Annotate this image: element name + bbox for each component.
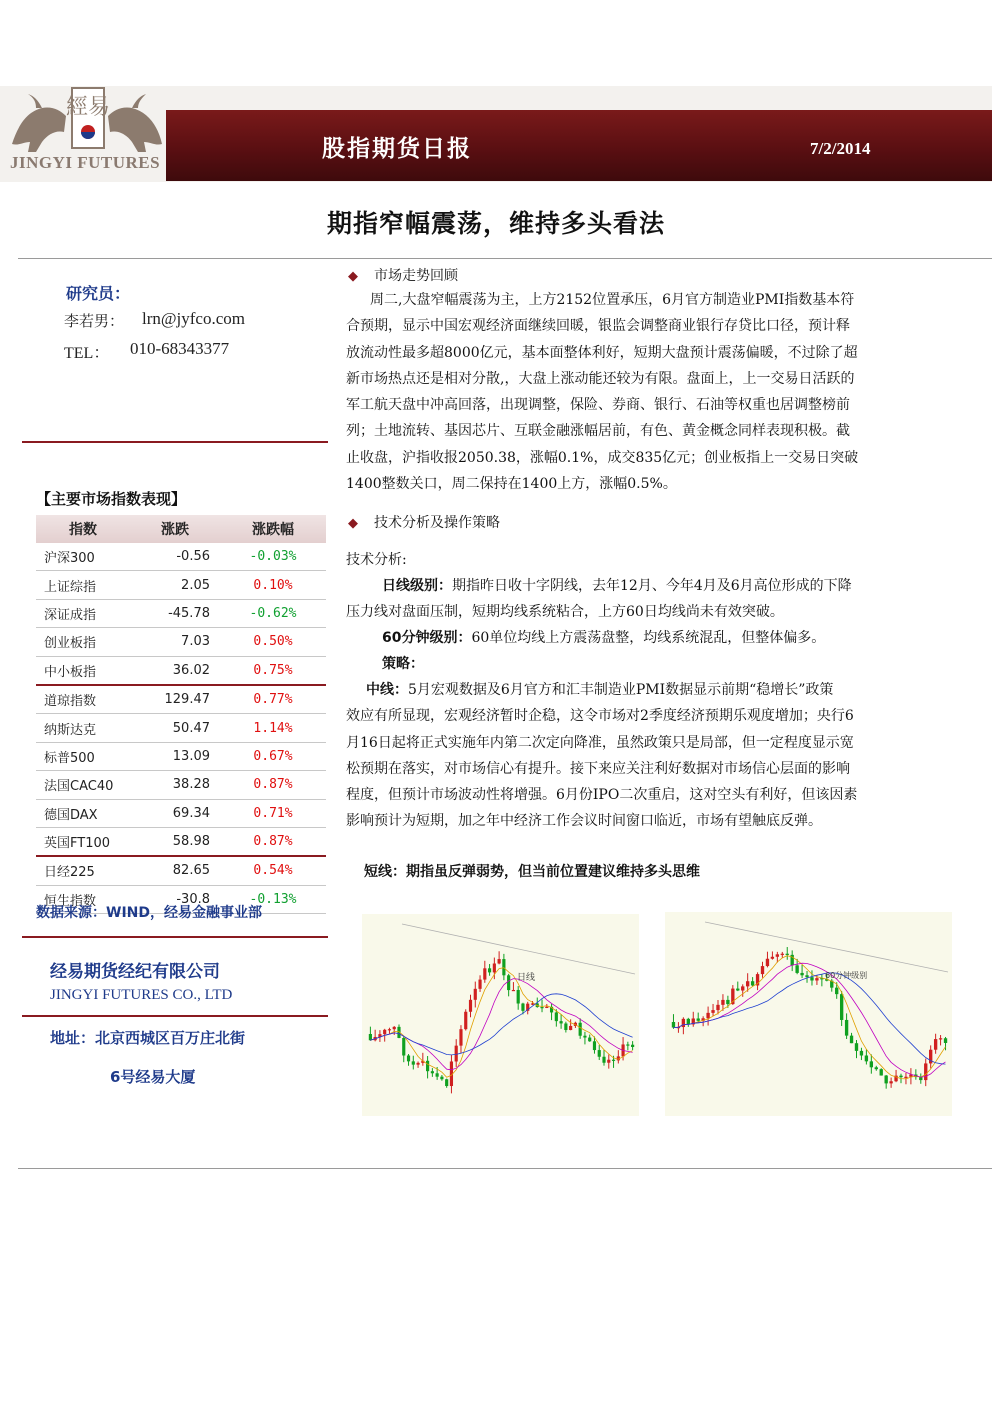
min60-analysis: [382, 625, 825, 651]
index-change: 2.05: [181, 577, 210, 593]
arrow-bullet-icon: ◆: [348, 269, 358, 284]
candle-body: [445, 1079, 448, 1086]
candle-body: [455, 1046, 458, 1062]
section-market-review: [348, 265, 458, 285]
candle-body: [865, 1056, 868, 1062]
candle-body: [612, 1060, 615, 1061]
candle-body: [402, 1038, 405, 1056]
review-line: 军工航天盘中冲高回落，出现调整，保险、券商、银行、石油等权重也居调整榜前: [346, 397, 850, 414]
review-line: 放流动性最多超8000亿元，基本面整体利好，短期大盘预计震荡偏暖，不过除了超: [346, 344, 858, 361]
review-line: 列；土地流转、基因芯片、互联金融涨幅居前，有色、黄金概念同样表现积极。截: [346, 423, 850, 440]
candle-body: [805, 975, 808, 977]
table-row: [36, 685, 326, 714]
candle-body: [726, 1000, 729, 1004]
footer-divider: [18, 1168, 992, 1169]
daily-line-1: 期指昨日收十字阴线，去年12月、今年4月及6月高位形成的下降: [452, 578, 852, 594]
index-name: 上证综指: [44, 579, 97, 595]
candle-body: [583, 1036, 586, 1038]
candle-body: [469, 1000, 472, 1012]
researcher-name: 李若男：: [64, 312, 125, 330]
logo-wordmark: JINGYI FUTURES: [10, 153, 161, 172]
index-change: 38.28: [172, 777, 210, 793]
candle-body: [766, 959, 769, 966]
table-row: [36, 571, 326, 599]
review-line: 新市场热点还是相对分散,，大盘上涨动能还较为有限。盘面上，上一交易日活跃的: [346, 370, 855, 387]
candle-body: [716, 1005, 719, 1010]
candle-body: [697, 1018, 700, 1020]
index-change: 58.98: [172, 834, 210, 850]
index-change-pct: 0.87%: [253, 834, 293, 850]
table-row: [36, 656, 326, 685]
moving-average-line: [674, 973, 946, 1064]
candle-body: [880, 1069, 883, 1075]
candle-body: [498, 959, 501, 963]
index-change: 82.65: [172, 863, 210, 879]
tech-intro: 技术分析:: [346, 552, 407, 568]
mid-label: 中线：: [366, 682, 408, 698]
review-line: 止收盘，沪指收报2050.38，涨幅0.1%，成交835亿元；创业板指上一交易日突破: [346, 449, 859, 466]
tel-number: 010-68343377: [130, 339, 230, 358]
table-row: [36, 714, 326, 742]
mid-line-1: 5月宏观数据及6月官方和汇丰制造业PMI数据显示前期“稳增长”政策: [408, 682, 834, 698]
index-change-pct: 1.14%: [253, 720, 293, 736]
min60-label: 60分钟级别：: [382, 630, 472, 646]
candle-body: [593, 1041, 596, 1050]
report-title: 股指期货日报: [322, 136, 472, 162]
candle-body: [934, 1039, 937, 1050]
candle-body: [751, 981, 754, 985]
index-change: 7.03: [181, 634, 210, 650]
candle-body: [944, 1038, 947, 1043]
candle-body: [436, 1073, 439, 1076]
candle-body: [464, 1012, 467, 1029]
candle-body: [426, 1061, 429, 1071]
candle-body: [899, 1076, 902, 1077]
researcher-label: 研究员：: [66, 284, 131, 303]
candle-body: [845, 1020, 848, 1036]
arrow-bullet-icon: ◆: [348, 516, 358, 531]
index-change: -45.78: [168, 605, 210, 621]
index-change: 69.34: [172, 805, 210, 821]
daily-kline-chart: [362, 914, 639, 1116]
table-row: [36, 827, 326, 856]
mid-line: 程度，但预计市场波动性将增强。6月份IPO二次重启，这对空头有利好，但该因素: [346, 787, 858, 804]
index-change-pct: 0.10%: [253, 577, 293, 593]
candle-body: [531, 1003, 534, 1004]
candle-body: [800, 973, 803, 975]
candle-body: [870, 1061, 873, 1067]
candle-body: [682, 1019, 685, 1027]
candle-body: [706, 1013, 709, 1018]
index-name: 标普500: [44, 750, 95, 766]
moving-average-line: [674, 956, 946, 1079]
index-change: 50.47: [172, 720, 210, 736]
candle-body: [588, 1038, 591, 1042]
index-change: -0.56: [176, 549, 210, 565]
header-change: 涨跌: [130, 515, 220, 543]
index-name: 纳斯达克: [44, 722, 97, 738]
index-change-pct: 0.50%: [253, 634, 293, 650]
mid-term-lines: [346, 703, 980, 834]
index-table: [36, 515, 326, 914]
candle-body: [924, 1063, 927, 1080]
candle-body: [875, 1067, 878, 1069]
chart-label-daily: 日线: [517, 973, 536, 983]
candle-body: [855, 1043, 858, 1051]
candle-body: [369, 1034, 372, 1040]
short-term-strategy: 短线：期指虽反弹弱势，但当前位置建议维持多头思维: [364, 864, 700, 880]
index-change-pct: -0.03%: [249, 549, 297, 565]
mid-line: 效应有所显现，宏观经济暂时企稳，这令市场对2季度经济预期乐观度增加；央行6: [346, 708, 854, 725]
candle-body: [840, 994, 843, 1020]
candle-body: [545, 1007, 548, 1008]
candle-body: [488, 968, 491, 972]
chart-label-60min: 60分钟级别: [825, 971, 868, 980]
candle-body: [711, 1010, 714, 1013]
candle-body: [521, 1004, 524, 1011]
index-change-pct: -0.13%: [249, 891, 297, 907]
candle-body: [771, 957, 774, 959]
table-header-row: [36, 515, 326, 543]
candle-body: [810, 977, 813, 980]
table-row: [36, 856, 326, 885]
mid-term-strategy: [346, 677, 980, 835]
candle-body: [835, 988, 838, 994]
candle-body: [884, 1076, 887, 1084]
candle-body: [569, 1026, 572, 1030]
index-change-pct: 0.75%: [253, 662, 293, 678]
candle-body: [502, 959, 505, 975]
min60-kline-chart: [665, 912, 952, 1116]
index-change-pct: 0.67%: [253, 748, 293, 764]
candle-body: [407, 1056, 410, 1062]
researcher-email[interactable]: lrn@jyfco.com: [142, 309, 245, 328]
mid-line: 月16日起将正式实施年内第二次定向降准，虽然政策只是局部，但一定程度显示宽: [346, 734, 854, 751]
candle-body: [493, 963, 496, 972]
candle-body: [555, 1012, 558, 1021]
index-name: 道琼指数: [44, 694, 97, 710]
candle-body: [478, 980, 481, 989]
researcher-divider: [22, 441, 328, 443]
candle-body: [507, 975, 510, 990]
mid-line: 影响预计为短期，加之年中经济工作会议时间窗口临近，市场有望触底反弹。: [346, 813, 822, 830]
section-technical: [348, 512, 500, 532]
review-line: 合预期，显示中国宏观经济面继续回暖，银监会调整商业银行存贷比口径，预计释: [346, 318, 850, 335]
candle-body: [388, 1029, 391, 1030]
candle-body: [564, 1023, 567, 1030]
candle-body: [781, 954, 784, 955]
candle-body: [939, 1038, 942, 1039]
index-name: 创业板指: [44, 636, 97, 652]
candle-body: [416, 1063, 419, 1065]
source-divider: [22, 936, 328, 938]
company-name-cn: 经易期货经纪有限公司: [50, 962, 220, 982]
candle-body: [602, 1057, 605, 1063]
candle-body: [721, 1000, 724, 1005]
candle-body: [512, 990, 515, 991]
candle-body: [860, 1051, 863, 1056]
candle-body: [672, 1022, 675, 1028]
candle-body: [393, 1027, 396, 1029]
candle-body: [459, 1029, 462, 1045]
candle-body: [761, 966, 764, 974]
candle-body: [687, 1019, 690, 1025]
table-row: [36, 771, 326, 799]
candle-body: [440, 1077, 443, 1080]
report-date: 7/2/2014: [810, 139, 871, 158]
index-table-title: 【主要市场指数表现】: [36, 490, 187, 508]
daily-line-2: 压力线对盘面压制，短期均线系统粘合，上方60日均线尚未有效突破。: [346, 604, 784, 621]
index-name: 日经225: [44, 865, 95, 881]
index-change-pct: 0.77%: [253, 692, 293, 708]
header-index: 指数: [36, 515, 130, 543]
address-line-1: 地址：北京西城区百万庄北街: [50, 1029, 246, 1047]
header-change-pct: 涨跌幅: [220, 515, 326, 543]
candle-body: [746, 981, 749, 986]
index-change: 129.47: [164, 692, 210, 708]
company-name-en: JINGYI FUTURES CO., LTD: [50, 987, 233, 1003]
index-change: 36.02: [172, 662, 210, 678]
candle-body: [483, 968, 486, 979]
candle-body: [474, 989, 477, 1000]
candle-body: [598, 1050, 601, 1057]
index-name: 中小板指: [44, 664, 97, 680]
index-name: 沪深300: [44, 551, 95, 567]
index-change-pct: -0.62%: [249, 605, 297, 621]
tel-label: TEL：: [64, 345, 110, 362]
index-name: 恒生指数: [44, 893, 97, 909]
candle-body: [795, 965, 798, 973]
index-change-pct: 0.54%: [253, 863, 293, 879]
candle-body: [431, 1071, 434, 1073]
mid-line: 松预期在落实，对市场信心有提升。接下来应关注利好数据对市场信心层面的影响: [346, 760, 850, 777]
candle-body: [815, 978, 818, 980]
data-source: 数据来源：WIND，经易金融事业部: [36, 905, 262, 921]
company-divider: [22, 1015, 328, 1017]
table-row: [36, 599, 326, 627]
candle-body: [919, 1077, 922, 1080]
trend-line: [705, 922, 948, 972]
index-change: -30.8: [176, 891, 210, 907]
header-divider: [18, 258, 992, 259]
candle-body: [607, 1060, 610, 1063]
min60-kline-svg: [665, 912, 952, 1116]
daily-analysis: [346, 573, 980, 626]
section-title: 市场走势回顾: [374, 268, 458, 284]
trend-line: [402, 924, 635, 974]
candle-body: [850, 1036, 853, 1044]
index-name: 德国DAX: [44, 807, 98, 823]
candle-body: [741, 986, 744, 990]
candle-body: [517, 990, 520, 1004]
index-change: 13.09: [172, 748, 210, 764]
section-title: 技术分析及操作策略: [374, 515, 500, 531]
review-line: 周二,大盘窄幅震荡为主，上方2152位置承压，6月官方制造业PMI指数基本符: [370, 292, 855, 308]
candle-body: [631, 1045, 634, 1047]
candle-body: [889, 1081, 892, 1083]
index-change-pct: 0.71%: [253, 805, 293, 821]
daily-label: 日线级别：: [382, 578, 452, 594]
index-name: 英国FT100: [44, 836, 111, 852]
candle-body: [412, 1061, 415, 1064]
index-change-pct: 0.87%: [253, 777, 293, 793]
review-line: 1400整数关口，周二保持在1400上方，涨幅0.5%。: [346, 476, 677, 493]
candle-body: [540, 1007, 543, 1008]
candle-body: [736, 989, 739, 991]
index-name: 法国CAC40: [44, 779, 114, 795]
candle-body: [626, 1044, 629, 1045]
daily-kline-svg: [362, 914, 639, 1116]
candle-body: [560, 1021, 563, 1023]
min60-text: 60单位均线上方震荡盘整，均线系统混乱，但整体偏多。: [471, 630, 826, 646]
table-row: [36, 799, 326, 827]
index-name: 深证成指: [44, 607, 97, 623]
candle-body: [383, 1030, 386, 1034]
address-line-2: 6号经易大厦: [110, 1068, 196, 1086]
svg-text:經易: 經易: [65, 95, 111, 120]
candle-body: [579, 1023, 582, 1036]
strategy-label: 策略：: [382, 656, 424, 672]
moving-average-line: [674, 963, 946, 1077]
table-row: [36, 543, 326, 571]
headline: 期指窄幅震荡，维持多头看法: [326, 209, 665, 238]
market-review-text: [346, 287, 980, 497]
candle-body: [786, 954, 789, 955]
table-row: [36, 628, 326, 656]
candle-body: [904, 1077, 907, 1078]
table-row: [36, 742, 326, 770]
candle-body: [776, 954, 779, 956]
